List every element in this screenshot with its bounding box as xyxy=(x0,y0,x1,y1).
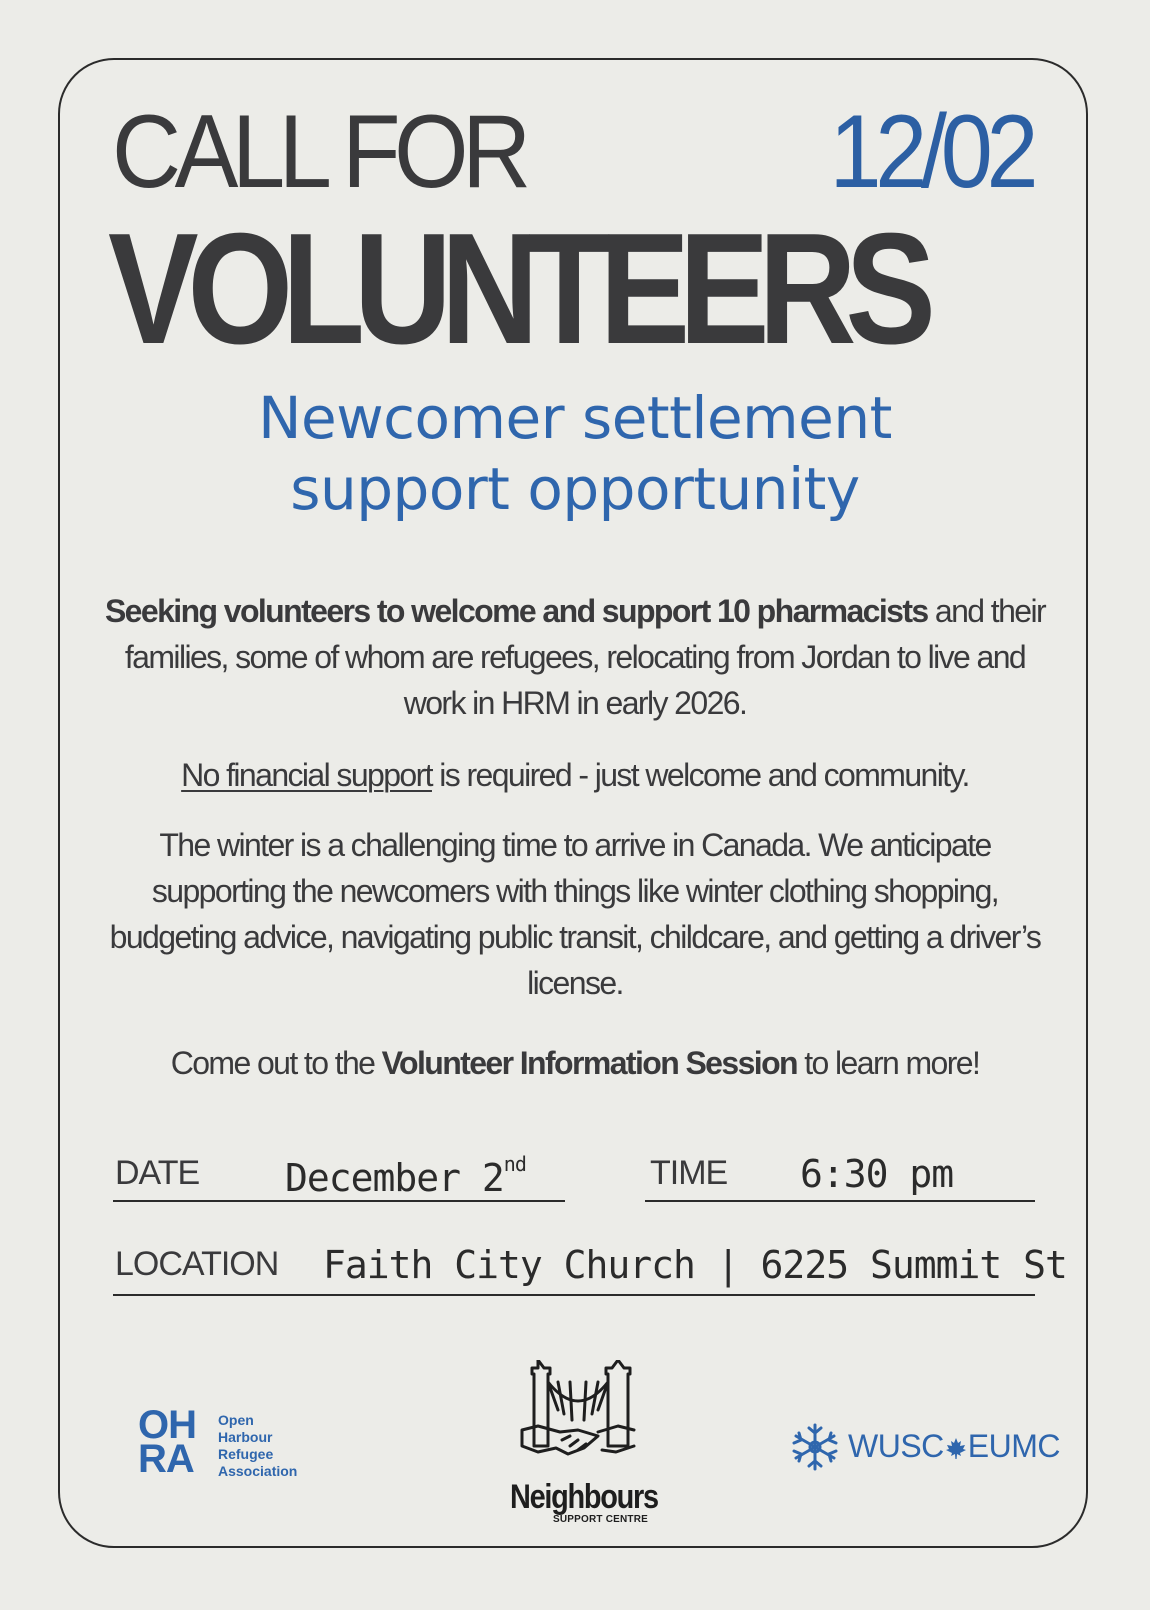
neighbours-name: Neighbours xyxy=(510,1478,658,1516)
wusc-eumc-logo xyxy=(790,1422,1060,1477)
paragraph-seeking xyxy=(100,588,1050,726)
neighbours-subtitle: SUPPORT CENTRE xyxy=(553,1514,649,1525)
subtitle-line-2: support opportunity xyxy=(290,455,860,523)
subtitle xyxy=(0,383,1150,525)
ohra-monogram xyxy=(138,1403,208,1481)
paragraph-session-post: to learn more! xyxy=(796,1045,980,1081)
paragraph-session-bold: Volunteer Information Session xyxy=(381,1045,797,1081)
paragraph-seeking-bold: Seeking volunteers to welcome and support 10 pharmacists xyxy=(104,593,928,629)
header-date: 12/02 xyxy=(829,94,1032,210)
paragraph-seeking-rest: and their families, some of whom are refugees, relocating from Jordan to live and work in HRM in early 2026. xyxy=(124,593,1046,721)
time-label: TIME xyxy=(650,1154,728,1192)
header-volunteers: VOLUNTEERS xyxy=(108,201,925,377)
neighbours-logo xyxy=(498,1360,658,1525)
time-value: 6:30 pm xyxy=(800,1152,954,1196)
ohra-monogram-line-2: RA xyxy=(138,1437,194,1481)
location-underline xyxy=(113,1294,1035,1296)
date-value-text: December 2 xyxy=(285,1156,504,1200)
paragraph-financial-underlined: No financial support xyxy=(181,757,432,793)
date-value xyxy=(285,1152,526,1200)
bridge-handshake-icon xyxy=(498,1360,658,1478)
location-label: LOCATION xyxy=(115,1245,279,1283)
paragraph-session xyxy=(100,1040,1050,1086)
snowflake-icon xyxy=(790,1422,840,1472)
ohra-full-name: Open Harbour Refugee Association xyxy=(218,1412,298,1479)
date-label: DATE xyxy=(115,1154,200,1192)
date-value-suffix: nd xyxy=(503,1152,526,1176)
header-call-for: CALL FOR xyxy=(112,94,525,210)
wusc-eumc-text xyxy=(848,1428,1060,1465)
paragraph-financial xyxy=(100,752,1050,798)
wusc-label: WUSC xyxy=(848,1428,944,1464)
ohra-monogram-line-1: OH xyxy=(138,1403,196,1447)
time-underline xyxy=(645,1200,1035,1202)
eumc-label: EUMC xyxy=(967,1428,1060,1464)
paragraph-financial-rest: is required - just welcome and community. xyxy=(431,757,969,793)
subtitle-line-1: Newcomer settlement xyxy=(258,384,892,452)
date-underline xyxy=(113,1200,565,1202)
location-value: Faith City Church | 6225 Summit St xyxy=(323,1243,1067,1287)
paragraph-winter: The winter is a challenging time to arrive in Canada. We anticipate supporting the newcomers with things like winter clothing shopping, budgeting advice, navigating public transit, childcare, and getting a driver’s license. xyxy=(109,827,1041,1001)
maple-leaf-icon xyxy=(945,1437,967,1459)
paragraph-session-pre: Come out to the xyxy=(170,1045,382,1081)
